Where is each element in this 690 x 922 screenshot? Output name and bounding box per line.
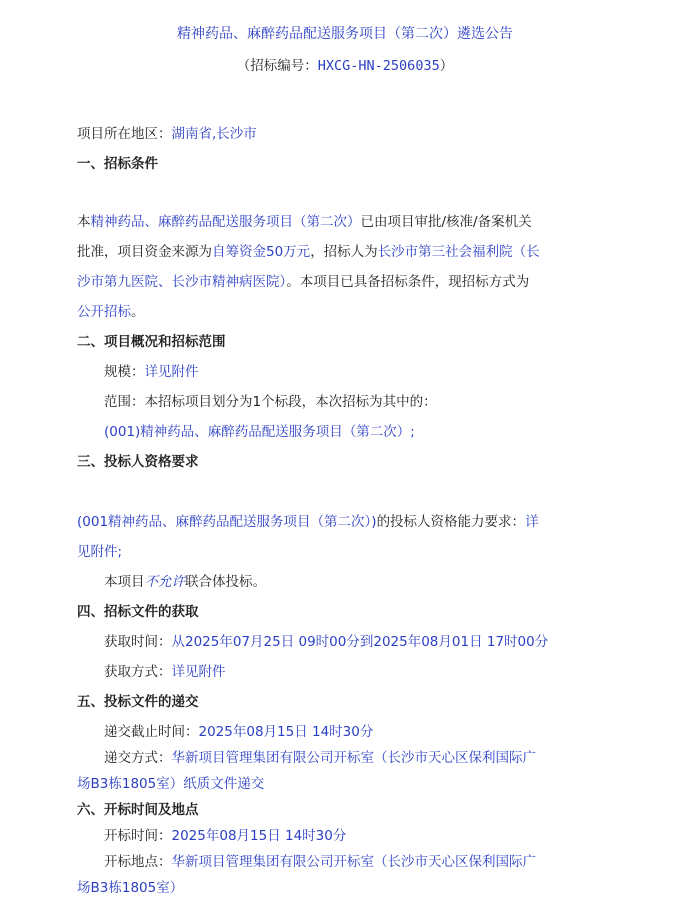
scale-label: 规模： bbox=[104, 364, 145, 380]
submit-method-value-cont: 场B3栋1805室）纸质文件递交 bbox=[77, 776, 265, 792]
tenderer-name-cont: 沙市第九医院、长沙市精神病医院） bbox=[77, 274, 287, 290]
section-2-heading: 二、项目概况和招标范围 bbox=[77, 334, 226, 350]
region-value: 湖南省,长沙市 bbox=[171, 126, 257, 142]
tender-number-value: HXCG-HN-2506035 bbox=[317, 58, 440, 74]
tender-number-prefix: （招标编号： bbox=[236, 58, 318, 74]
tender-method: 公开招标 bbox=[77, 304, 131, 320]
tender-number-suffix: ） bbox=[439, 58, 454, 74]
requirement-line-1 bbox=[77, 512, 539, 532]
cond-2c: ，招标人为 bbox=[310, 244, 378, 260]
submit-method-row bbox=[104, 748, 536, 768]
consortium-c: 联合体投标。 bbox=[185, 574, 266, 590]
scope-row: 范围：本招标项目划分为1个标段，本次招标为其中的： bbox=[104, 394, 437, 410]
scale-row bbox=[104, 362, 199, 382]
cond-3b: 。本项目已具备招标条件，现招标方式为 bbox=[286, 274, 530, 290]
opening-place-row bbox=[104, 852, 536, 872]
submit-method-value: 华新项目管理集团有限公司开标室（长沙市天心区保利国际广 bbox=[171, 750, 536, 766]
fund-source: 自筹资金50万元 bbox=[212, 244, 311, 260]
req-text: 的投标人资格能力要求： bbox=[376, 514, 526, 530]
lot-item: (001)精神药品、麻醉药品配送服务项目（第二次）; bbox=[104, 424, 415, 440]
opening-place-label: 开标地点： bbox=[104, 854, 172, 870]
cond-4-end: 。 bbox=[131, 304, 145, 320]
conditions-line-1 bbox=[77, 212, 532, 232]
tender-number bbox=[0, 56, 690, 76]
requirement-line-2: 见附件; bbox=[77, 544, 123, 560]
opening-place-value-cont: 场B3栋1805室） bbox=[77, 880, 184, 896]
tenderer-name: 长沙市第三社会福利院（长 bbox=[377, 244, 540, 260]
deadline-label: 递交截止时间： bbox=[104, 724, 199, 740]
scale-value: 详见附件 bbox=[144, 364, 199, 380]
conditions-line-4 bbox=[77, 302, 145, 322]
project-region bbox=[77, 124, 257, 144]
consortium-row bbox=[104, 572, 266, 592]
obtain-time-value: 从2025年07月25日 09时00分到2025年08月01日 17时00分 bbox=[171, 634, 549, 650]
obtain-method-label: 获取方式： bbox=[104, 664, 172, 680]
req-lot: (001精神药品、麻醉药品配送服务项目（第二次）) bbox=[77, 514, 377, 530]
opening-time-value: 2025年08月15日 14时30分 bbox=[171, 828, 347, 844]
region-label: 项目所在地区： bbox=[77, 126, 172, 142]
req-detail: 详 bbox=[525, 514, 539, 530]
section-4-heading: 四、招标文件的获取 bbox=[77, 604, 199, 620]
obtain-time-label: 获取时间： bbox=[104, 634, 172, 650]
opening-place-value: 华新项目管理集团有限公司开标室（长沙市天心区保利国际广 bbox=[171, 854, 536, 870]
cond-1c: 已由项目审批/核准/备案机关 bbox=[360, 214, 532, 230]
notice-title: 精神药品、麻醉药品配送服务项目（第二次）遴选公告 bbox=[177, 26, 513, 42]
deadline-row bbox=[104, 722, 373, 742]
conditions-line-3 bbox=[77, 272, 529, 292]
conditions-line-2 bbox=[77, 242, 540, 262]
project-name: 精神药品、麻醉药品配送服务项目（第二次） bbox=[90, 214, 361, 230]
section-3-heading: 三、投标人资格要求 bbox=[77, 454, 199, 470]
submit-method-label: 递交方式： bbox=[104, 750, 172, 766]
opening-time-label: 开标时间： bbox=[104, 828, 172, 844]
obtain-method-value: 详见附件 bbox=[171, 664, 226, 680]
obtain-method-row bbox=[104, 662, 226, 682]
cond-2a: 批准，项目资金来源为 bbox=[77, 244, 212, 260]
section-1-heading: 一、招标条件 bbox=[77, 156, 158, 172]
consortium-value: 不允许 bbox=[144, 574, 185, 590]
cond-1a: 本 bbox=[77, 214, 91, 230]
section-5-heading: 五、投标文件的递交 bbox=[77, 694, 199, 710]
obtain-time-row bbox=[104, 632, 548, 652]
opening-time-row bbox=[104, 826, 346, 846]
deadline-value: 2025年08月15日 14时30分 bbox=[198, 724, 374, 740]
section-6-heading: 六、开标时间及地点 bbox=[77, 802, 199, 818]
consortium-a: 本项目 bbox=[104, 574, 145, 590]
